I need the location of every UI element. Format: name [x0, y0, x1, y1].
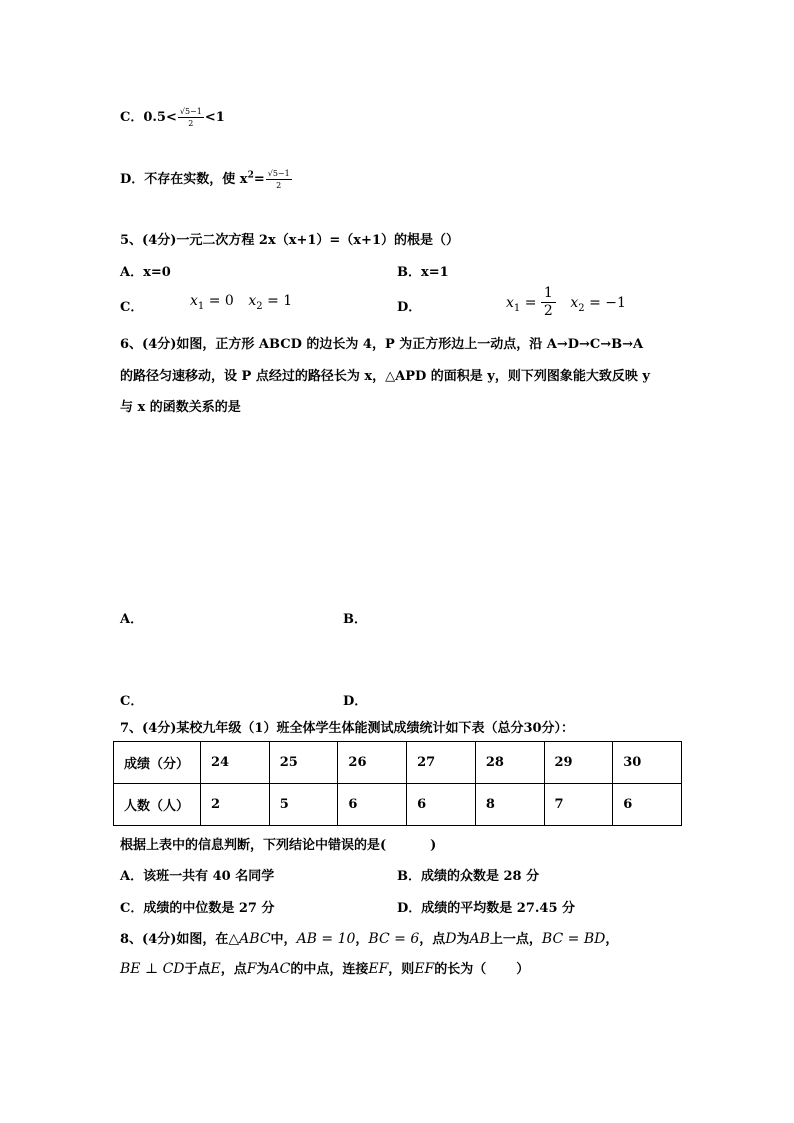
q5-c-x1-sub: 1	[197, 300, 205, 312]
q4-c-frac-num: √5−1	[179, 107, 202, 116]
q6-stem-line3: 与 x 的函数关系的是	[120, 400, 241, 415]
table-cell: 6	[407, 784, 476, 826]
q5-d-eq: =	[520, 294, 541, 311]
q8-text: 上一点，	[489, 932, 542, 947]
table-row	[114, 784, 682, 826]
q8-text: ，则	[388, 962, 415, 977]
q4-c-fraction	[178, 106, 204, 129]
table-row	[114, 742, 682, 784]
q4-c-label: C．0.5<	[120, 110, 177, 125]
q8-text: ，	[355, 932, 369, 947]
q4-d-frac-num: √5−1	[267, 169, 290, 178]
table-cell: 2	[201, 784, 270, 826]
q8-text: 的中点，连接	[290, 962, 369, 977]
q5-c-label: C．	[120, 300, 144, 315]
q6-option-c: C．	[120, 694, 144, 709]
q4-d-eq: =	[253, 172, 265, 187]
q5-c-formula	[190, 293, 292, 312]
q8-math-ab: AB = 10	[296, 931, 356, 947]
table-cell: 26	[338, 742, 407, 784]
q8-text: 8、(4分)如图，在	[120, 932, 229, 947]
q5-c-x2: x	[248, 293, 257, 309]
q8-math-be: BE ⊥ CD	[120, 961, 185, 977]
table-cell: 7	[544, 784, 613, 826]
table-cell: 30	[613, 742, 682, 784]
q5-option-a: A．x=0	[120, 265, 171, 280]
q6-stem-line2: 的路径匀速移动，设 P 点经过的路径长为 x，△APD 的面积是 y，则下列图象能大致反映 y	[120, 369, 650, 384]
q7-option-a: A．该班一共有 40 名同学	[120, 869, 275, 884]
table-cell: 24	[201, 742, 270, 784]
q5-d-x2: x	[570, 294, 579, 311]
table-cell: 5	[269, 784, 338, 826]
q5-d-x1: x	[506, 294, 514, 311]
table-cell: 人数（人）	[114, 784, 201, 826]
q8-line2	[120, 958, 529, 977]
table-cell: 29	[544, 742, 613, 784]
table-cell: 6	[613, 784, 682, 826]
q4-d-frac-den: 2	[276, 181, 282, 190]
q4-c-tail: <1	[204, 110, 225, 125]
q5-c-x2-sub: 2	[256, 300, 263, 312]
q5-c-x2-val: = 1	[262, 293, 293, 309]
q5-d-formula	[506, 285, 626, 320]
table-cell: 28	[475, 742, 544, 784]
q6-option-d: D．	[343, 694, 368, 709]
q8-math-ef2: EF	[414, 961, 435, 977]
q7-question	[120, 834, 436, 853]
q5-d-x1-sub: 1	[513, 302, 521, 314]
q7-question-end: )	[430, 838, 437, 853]
q8-math-d: D	[445, 931, 457, 947]
q4-d-sup: 2	[247, 170, 254, 181]
q5-d-frac-num: 1	[541, 285, 556, 303]
q8-math-bcbd: BC = BD	[541, 931, 606, 947]
q5-d-x2-sub: 2	[578, 302, 585, 314]
q7-option-c: C．成绩的中位数是 27 分	[120, 901, 275, 916]
q6-stem-line1: 6、(4分)如图，正方形 ABCD 的边长为 4，P 为正方形边上一动点，沿 A→D→C→B→A	[120, 337, 644, 352]
q8-math-ef: EF	[368, 961, 389, 977]
table-cell: 25	[269, 742, 338, 784]
q8-text: 为	[456, 932, 470, 947]
q4-c-frac-den: 2	[188, 119, 194, 128]
q7-option-d: D．成绩的平均数是 27.45 分	[397, 901, 576, 916]
q5-d-x2-val: = −1	[584, 294, 626, 311]
score-table	[113, 741, 682, 826]
q7-stem: 7、(4分)某校九年级（1）班全体学生体能测试成绩统计如下表（总分30分）：	[120, 721, 575, 736]
q8-text: 于点	[184, 962, 211, 977]
q6-option-b: B．	[343, 612, 367, 627]
q5-d-label: D．	[397, 300, 422, 315]
q7-question-text: 根据上表中的信息判断，下列结论中错误的是(	[120, 838, 387, 853]
q5-option-d	[397, 296, 421, 315]
q8-math-f: F	[246, 961, 257, 977]
table-cell: 8	[475, 784, 544, 826]
q8-text: 为	[256, 962, 270, 977]
q8-text: 的长为（	[434, 962, 487, 977]
q8-math-ab2: AB	[469, 931, 490, 947]
q5-c-x1-val: = 0	[204, 293, 234, 309]
q7-option-b: B．成绩的众数是 28 分	[397, 869, 540, 884]
table-cell: 6	[338, 784, 407, 826]
q5-d-fraction	[541, 285, 556, 320]
table-cell: 27	[407, 742, 476, 784]
q5-c-x1: x	[190, 293, 198, 309]
q5-option-b: B．x=1	[397, 265, 449, 280]
q8-text: ，点	[419, 932, 446, 947]
q8-text: 中，	[270, 932, 297, 947]
q5-option-c	[120, 296, 143, 315]
q8-text: ，	[605, 932, 619, 947]
q8-math-e: E	[210, 961, 221, 977]
q8-text: ，点	[220, 962, 247, 977]
q8-math-bc: BC = 6	[368, 931, 420, 947]
q4-d-label: D．不存在实数，使 x	[120, 172, 248, 187]
q5-d-frac-den: 2	[543, 303, 553, 319]
q8-text-end: ）	[516, 962, 530, 977]
q8-math-ac: AC	[269, 961, 291, 977]
q4-option-c	[120, 106, 225, 129]
q4-option-d	[120, 168, 293, 191]
q5-stem: 5、(4分)一元二次方程 2x（x+1）=（x+1）的根是（）	[120, 233, 459, 248]
q4-d-fraction	[266, 168, 292, 191]
q8-triangle: △ABC	[228, 931, 271, 947]
table-cell: 成绩（分）	[114, 742, 201, 784]
q6-option-a: A．	[120, 612, 144, 627]
q8-line1	[120, 928, 618, 947]
